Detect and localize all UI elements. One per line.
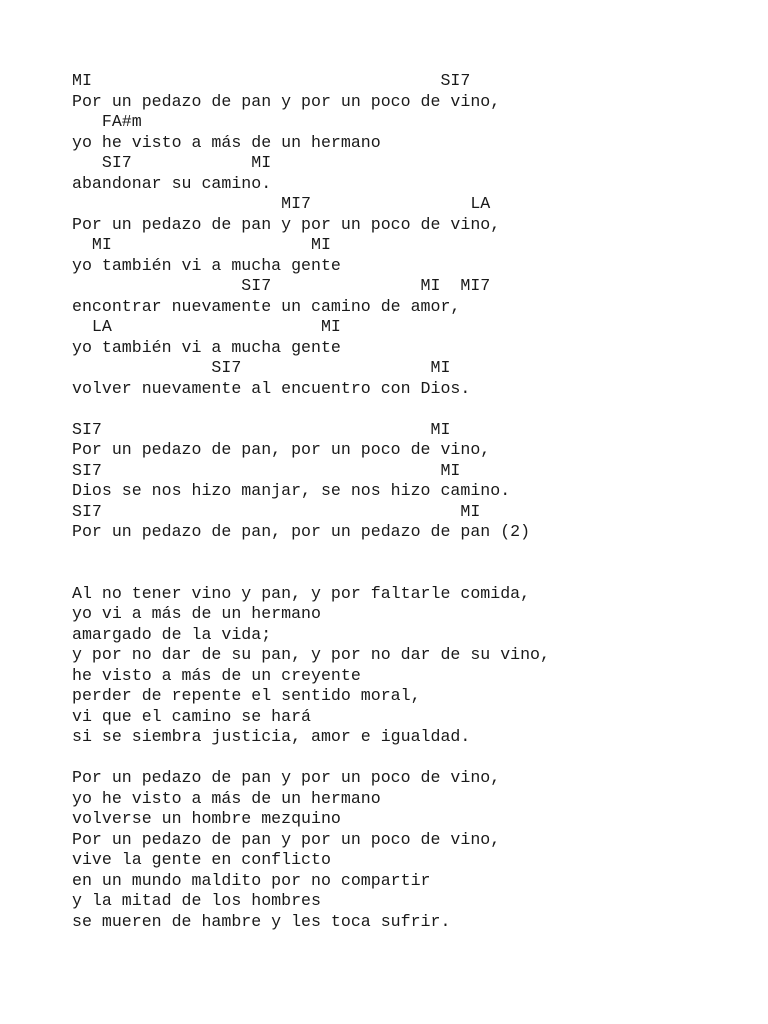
chord-line: FA#m xyxy=(72,112,142,131)
chord-line: SI7 MI xyxy=(72,358,451,377)
lyric-line: abandonar su camino. xyxy=(72,173,272,193)
lyric-line: amargado de la vida; xyxy=(72,624,272,644)
lyric-line: yo he visto a más de un hermano xyxy=(72,788,381,808)
lyric-line: Por un pedazo de pan y por un poco de vino, xyxy=(72,768,501,787)
lyric-line: Por un pedazo de pan y por un poco de vino, xyxy=(72,829,501,849)
lyric-line: se mueren de hambre y les toca sufrir. xyxy=(72,911,451,931)
chord-line: SI7 MI MI7 xyxy=(72,276,491,295)
lyric-line: Por un pedazo de pan y por un poco de vino, xyxy=(72,214,501,234)
lyric-line: yo también vi a mucha gente xyxy=(72,255,341,275)
lyric-line: Dios se nos hizo manjar, se nos hizo camino. xyxy=(72,481,511,500)
lyric-line: yo vi a más de un hermano xyxy=(72,604,321,623)
lyric-line: Por un pedazo de pan y por un poco de vino, xyxy=(72,91,501,111)
chord-line: LA MI xyxy=(72,317,341,336)
chord-line: SI7 MI xyxy=(72,501,481,521)
lyric-line: volver nuevamente al encuentro con Dios. xyxy=(72,378,471,398)
lyric-line: vi que el camino se hará xyxy=(72,706,311,726)
lyric-line: Por un pedazo de pan, por un poco de vino, xyxy=(72,440,491,459)
chord-line: SI7 MI xyxy=(72,460,461,480)
lyric-line: Por un pedazo de pan, por un pedazo de pan (2) xyxy=(72,522,531,541)
lyric-line: y la mitad de los hombres xyxy=(72,891,321,910)
lyric-line: encontrar nuevamente un camino de amor, xyxy=(72,296,461,316)
lyric-line: yo también vi a mucha gente xyxy=(72,337,341,357)
lyric-line: yo he visto a más de un hermano xyxy=(72,132,381,152)
blank-line xyxy=(72,543,752,564)
chord-line: SI7 MI xyxy=(72,153,272,172)
lyric-line: vive la gente en conflicto xyxy=(72,850,331,869)
blank-line xyxy=(72,748,752,769)
lyric-line: perder de repente el sentido moral, xyxy=(72,686,421,705)
chord-line: MI MI xyxy=(72,235,331,254)
lyric-line: volverse un hombre mezquino xyxy=(72,809,341,828)
lyric-line: y por no dar de su pan, y por no dar de su vino, xyxy=(72,645,550,664)
chord-line: SI7 MI xyxy=(72,419,451,439)
blank-line xyxy=(72,399,752,420)
chord-line: MI SI7 xyxy=(72,71,471,90)
lyric-line: si se siembra justicia, amor e igualdad. xyxy=(72,727,471,746)
chord-line: MI7 LA xyxy=(72,194,491,213)
song-sheet xyxy=(72,71,752,932)
lyric-line: en un mundo maldito por no compartir xyxy=(72,870,431,890)
lyric-line: Al no tener vino y pan, y por faltarle comida, xyxy=(72,583,531,603)
lyric-line: he visto a más de un creyente xyxy=(72,665,361,685)
blank-line xyxy=(72,563,752,584)
